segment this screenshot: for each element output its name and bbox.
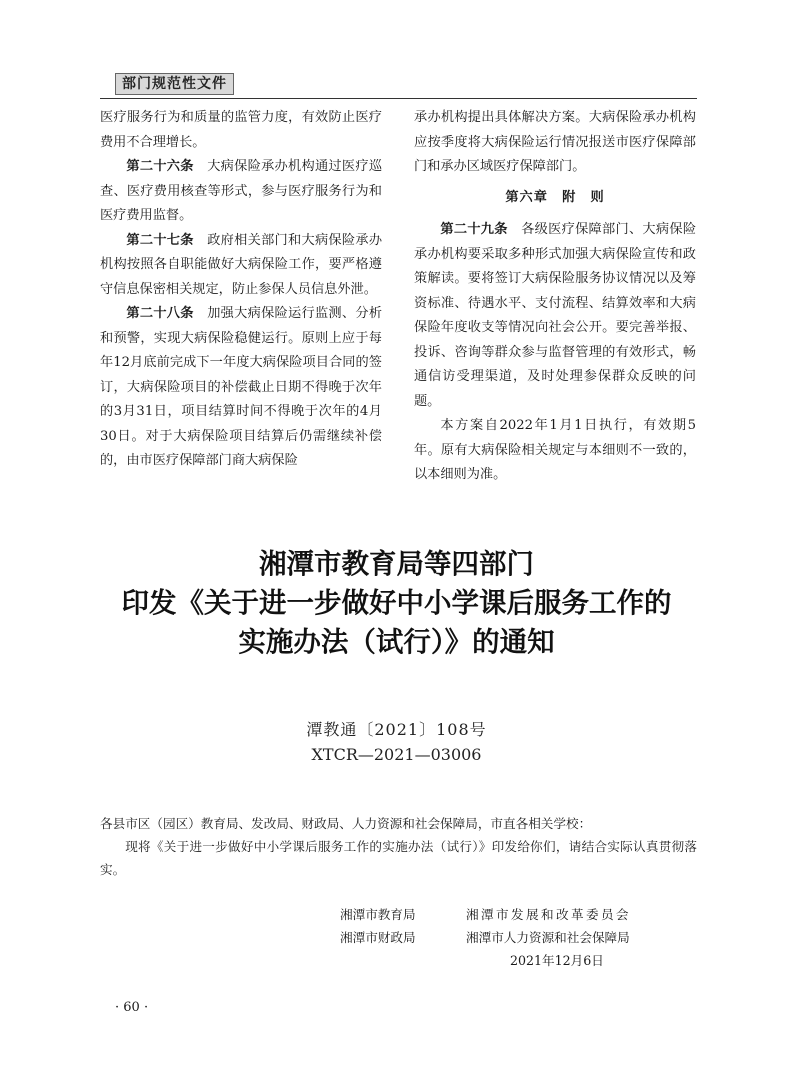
body-paragraph: 现将《关于进一步做好中小学课后服务工作的实施办法（试行）》印发给你们，请结合实际认真贯彻落实。: [100, 839, 697, 877]
article-27: [100, 229, 382, 303]
signatory-hr-social-security: 湘潭市人力资源和社会保障局: [466, 930, 630, 945]
article-text: 加强大病保险运行监测、分析和预警，实现大病保险稳健运行。原则上应于每年12月底前完成下一年度大病保险项目合同的签订，大病保险项目的补偿截止日期不得晚于次年的3月31日，项目结算时间不得晚于次年的4月30日。对于大病保险项目结算后仍需继续补偿的，由市医疗保障部门商大病保险: [100, 306, 383, 468]
signatory-education-bureau: 湘潭市教育局: [340, 907, 416, 922]
article-text: 政府相关部门和大病保险承办机构按照各自职能做好大病保险工作，要严格遵守信息保密相关规定，防止参保人员信息外泄。: [100, 232, 383, 297]
paragraph-continuation: 医疗服务行为和质量的监管力度，有效防止医疗费用不合理增长。: [100, 110, 382, 150]
page-number: · 60 ·: [115, 1000, 149, 1015]
left-column: [100, 106, 382, 474]
closing-paragraph: 本方案自2022年1月1日执行，有效期5年。原有大病保险相关规定与本细则不一致的，以本细则为准。: [414, 418, 696, 482]
header-rule: [100, 98, 697, 99]
notice-body: [100, 812, 697, 881]
recipients: 各县市区（园区）教育局、发改局、财政局、人力资源和社会保障局，市直各相关学校：: [100, 816, 592, 831]
document-code: XTCR—2021—03006: [311, 745, 482, 764]
article-text: 各级医疗保障部门、大病保险承办机构要采取多种形式加强大病保险宣传和政策解读。要将签订大病保险服务协议情况以及筹资标准、待遇水平、支付流程、结算效率和大病保险年度收支等情况向社会公开。要完善举报、投诉、咨询等群众参与监督管理的有效形式，畅通信访受理渠道，及时处理参保群众反映的问题。: [414, 222, 697, 409]
paragraph-continuation: 承办机构提出具体解决方案。大病保险承办机构应按季度将大病保险运行情况报送市医疗保障部门和承办区域医疗保障部门。: [414, 110, 696, 174]
article-text: 大病保险承办机构通过医疗巡查、医疗费用核查等形式，参与医疗服务行为和医疗费用监督。: [100, 159, 383, 223]
chapter-heading: 第六章 附 则: [505, 189, 605, 205]
article-28: [100, 302, 382, 474]
title-line: 湘潭市教育局等四部门: [259, 548, 534, 580]
title-line: 实施办法（试行）》的通知: [238, 626, 555, 658]
title-line: 印发《关于进一步做好中小学课后服务工作的: [121, 587, 672, 619]
article-label: 第二十七条: [126, 232, 194, 248]
article-label: 第二十六条: [126, 159, 194, 174]
document-number: 潭教通〔2021〕108号: [306, 720, 487, 739]
article-29: [414, 218, 696, 414]
article-label: 第二十九条: [440, 222, 508, 237]
article-26: [100, 155, 382, 229]
section-tag: 部门规范性文件: [115, 73, 234, 95]
signatory-finance-bureau: 湘潭市财政局: [340, 930, 416, 945]
right-column: [414, 106, 696, 488]
issue-date: 2021年12月6日: [510, 953, 604, 968]
article-label: 第二十八条: [126, 306, 194, 321]
notice-title: [60, 545, 733, 662]
signatory-development-reform: 湘潭市发展和改革委员会: [466, 907, 631, 922]
